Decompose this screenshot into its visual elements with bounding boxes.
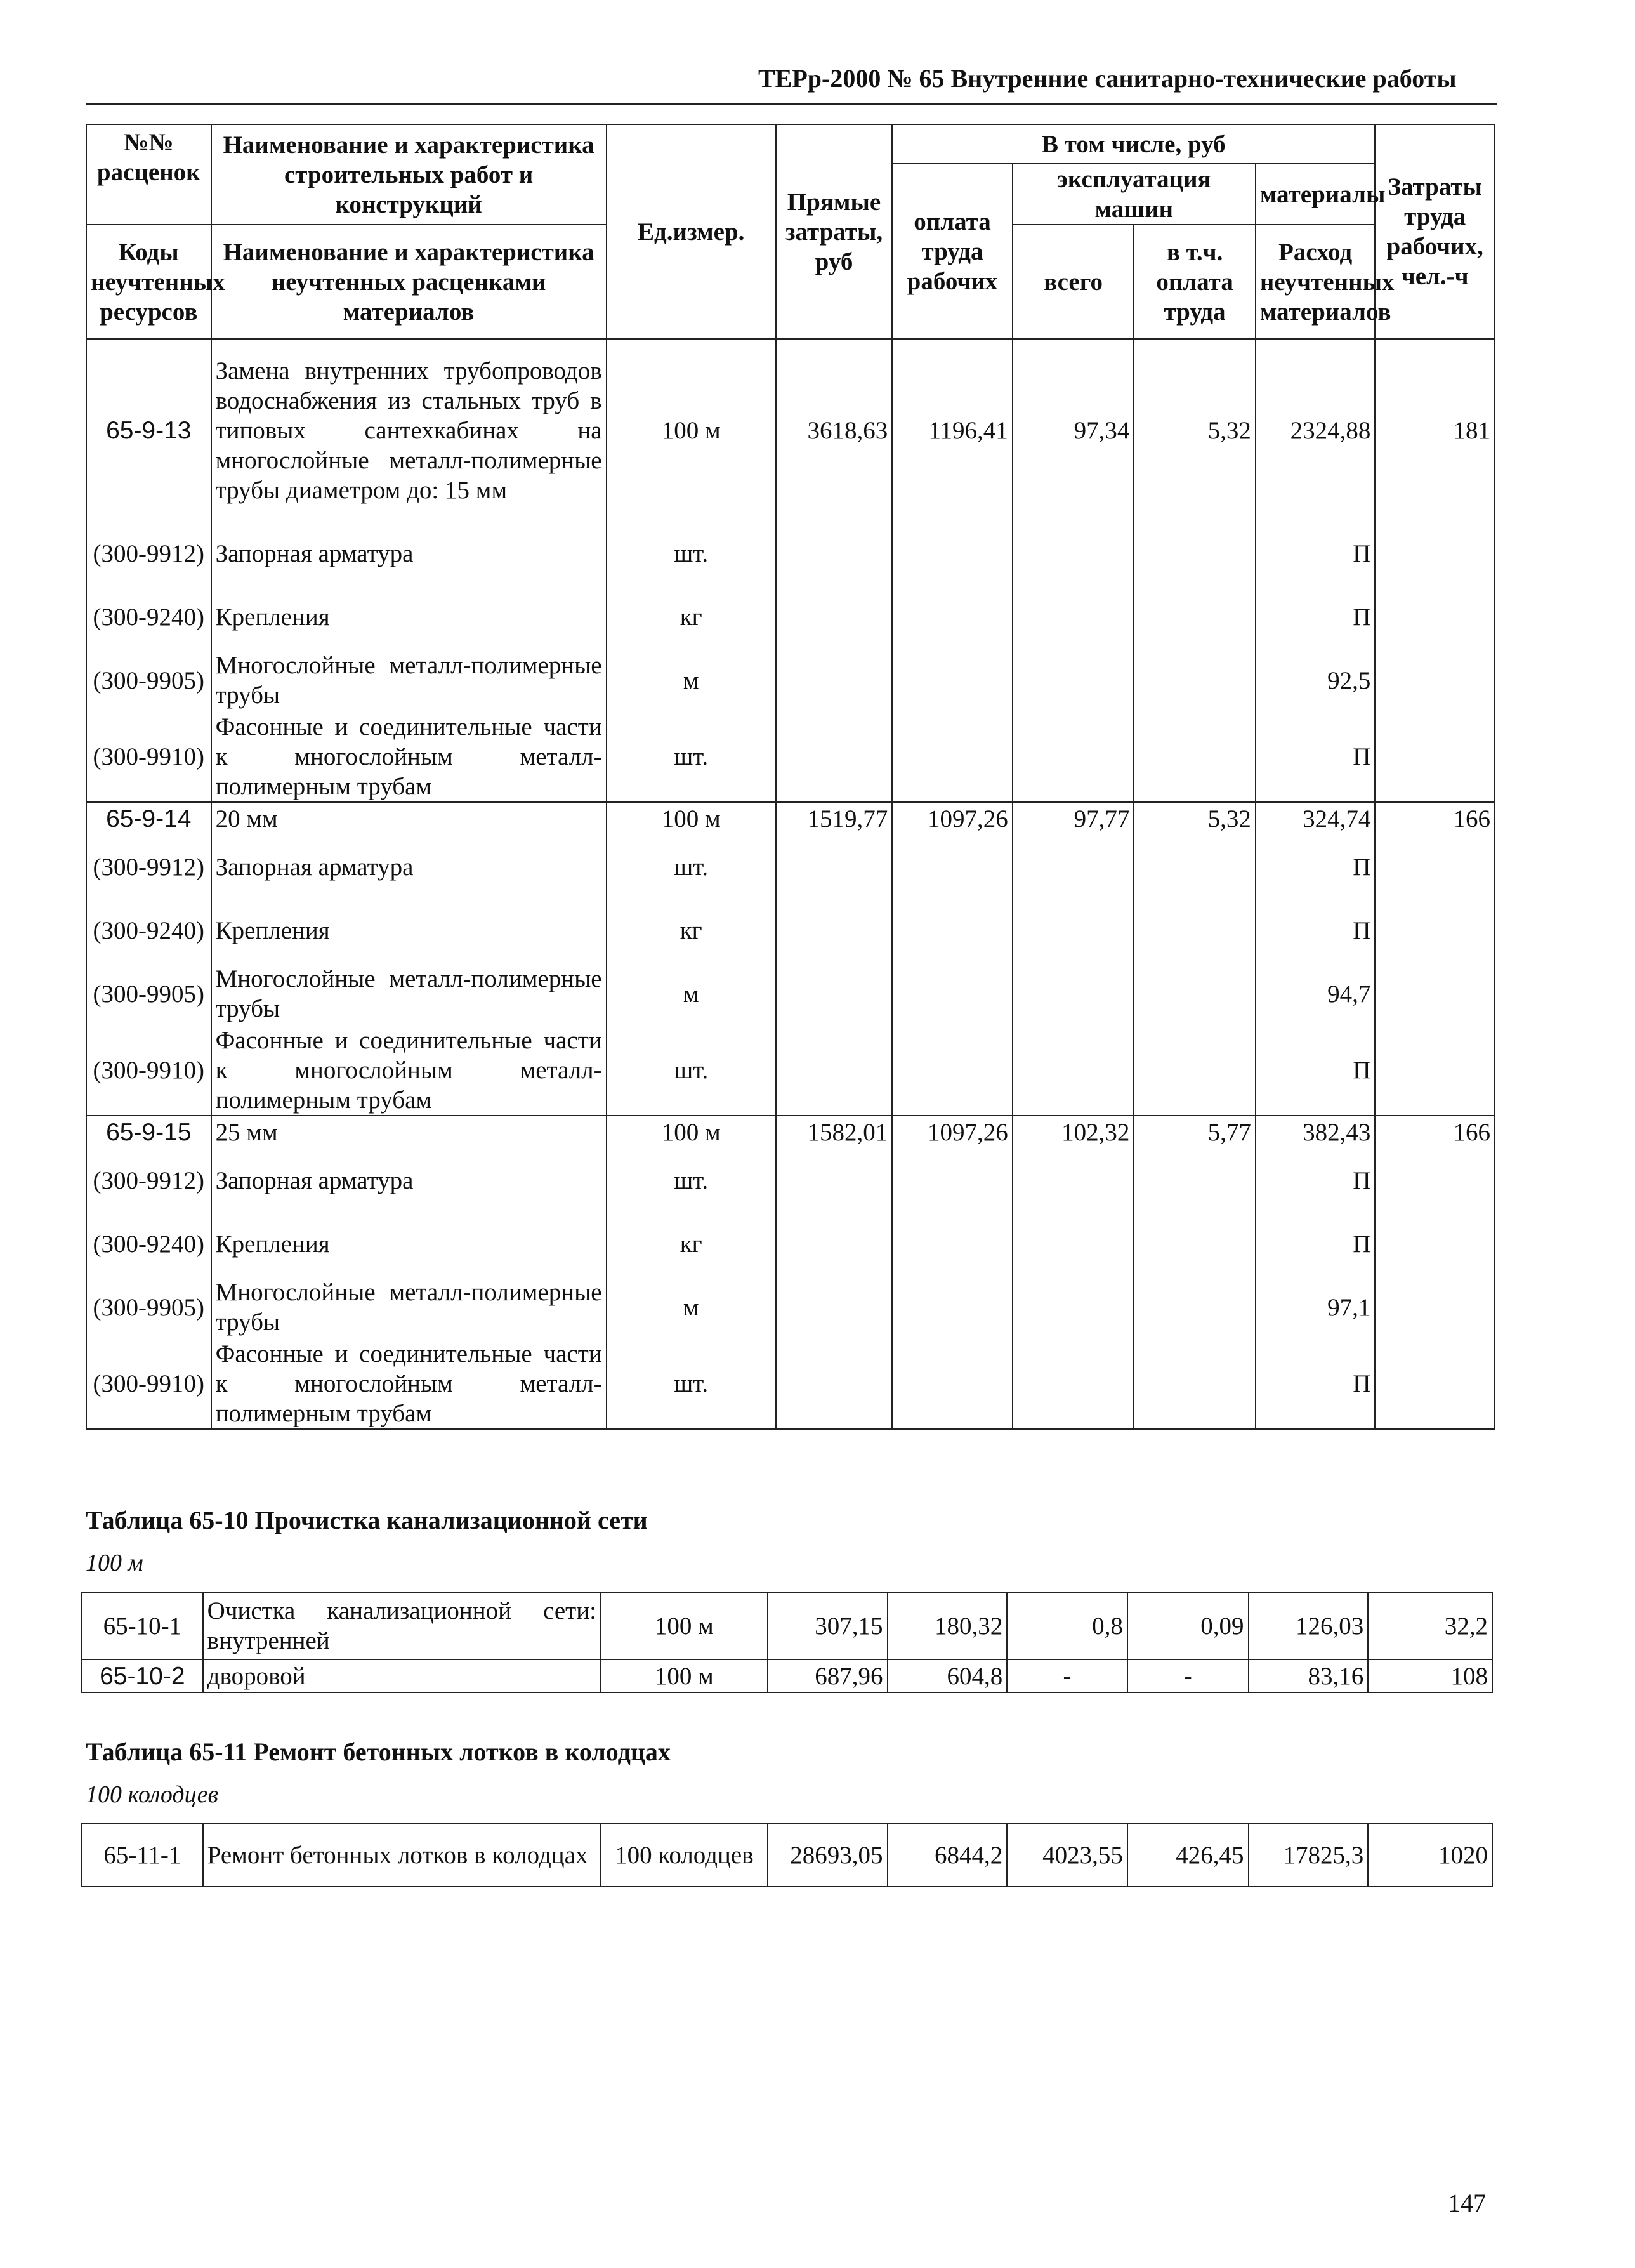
empty-cell xyxy=(1375,1276,1495,1339)
rate-code: 65-10-1 xyxy=(82,1592,203,1659)
resource-unit: шт. xyxy=(607,712,776,802)
empty-cell xyxy=(892,712,1013,802)
resource-row xyxy=(86,585,1495,649)
resource-name: Многослойные металл-полимерные трубы xyxy=(211,962,607,1025)
empty-cell xyxy=(776,1212,892,1276)
rate-mach: 102,32 xyxy=(1013,1116,1134,1149)
empty-cell xyxy=(892,835,1013,899)
rate-labor: 6844,2 xyxy=(888,1823,1008,1887)
empty-cell xyxy=(1134,835,1256,899)
resource-unit: шт. xyxy=(607,835,776,899)
rate-row xyxy=(86,339,1495,522)
empty-cell xyxy=(1375,962,1495,1025)
empty-cell xyxy=(892,649,1013,712)
resource-row xyxy=(86,1276,1495,1339)
empty-cell xyxy=(1134,1339,1256,1429)
rate-mat: 2324,88 xyxy=(1256,339,1376,522)
page-number: 147 xyxy=(1448,2189,1486,2217)
resource-row xyxy=(86,1025,1495,1116)
resource-code: (300-9240) xyxy=(86,585,211,649)
resource-name: Запорная арматура xyxy=(211,1149,607,1212)
empty-cell xyxy=(892,1339,1013,1429)
resource-qty: П xyxy=(1256,1025,1376,1116)
header-machine-group: эксплуатация машин xyxy=(1013,164,1256,225)
header-direct-costs: Прямые затраты, руб xyxy=(776,124,892,339)
resource-code: (300-9905) xyxy=(86,649,211,712)
rate-code: 65-10-2 xyxy=(82,1659,203,1692)
resource-qty: П xyxy=(1256,899,1376,962)
header-labor-pay: оплата труда рабочих xyxy=(892,164,1013,339)
header-materials-top: материалы xyxy=(1256,164,1376,225)
empty-cell xyxy=(1134,712,1256,802)
header-incl-group: В том числе, руб xyxy=(892,124,1375,164)
empty-cell xyxy=(776,899,892,962)
rate-code: 65-11-1 xyxy=(82,1823,203,1887)
rate-name: Ремонт бетонных лотков в колодцах xyxy=(203,1823,601,1887)
rate-mach-labor: 5,32 xyxy=(1134,802,1256,835)
resource-row xyxy=(86,649,1495,712)
rate-mat: 17825,3 xyxy=(1249,1823,1369,1887)
resource-unit: шт. xyxy=(607,1149,776,1212)
header-materials-bottom: Расход неучтенных материалов xyxy=(1256,225,1376,339)
resource-qty: 97,1 xyxy=(1256,1276,1376,1339)
running-header: ТЕРр-2000 № 65 Внутренние санитарно-технические работы xyxy=(758,64,1457,93)
rate-labor: 1097,26 xyxy=(892,802,1013,835)
rate-labor: 180,32 xyxy=(888,1592,1008,1659)
header-code-bottom: Коды неучтенных ресурсов xyxy=(86,225,211,339)
rate-labor: 604,8 xyxy=(888,1659,1008,1692)
rate-hours: 32,2 xyxy=(1368,1592,1492,1659)
empty-cell xyxy=(1134,522,1256,585)
rate-unit: 100 колодцев xyxy=(601,1823,768,1887)
empty-cell xyxy=(1013,1025,1134,1116)
resource-name: Фасонные и соединительные части к многослойным металл-полимерным трубам xyxy=(211,1025,607,1116)
rate-code: 65-9-13 xyxy=(86,339,211,522)
empty-cell xyxy=(892,899,1013,962)
header-unit: Ед.измер. xyxy=(607,124,776,339)
rate-hours: 166 xyxy=(1375,1116,1495,1149)
empty-cell xyxy=(776,585,892,649)
resource-row xyxy=(86,1149,1495,1212)
empty-cell xyxy=(776,962,892,1025)
resource-code: (300-9912) xyxy=(86,1149,211,1212)
resource-row xyxy=(86,835,1495,899)
empty-cell xyxy=(776,1149,892,1212)
resource-row xyxy=(86,1212,1495,1276)
rate-name: Очистка канализационной сети: внутренней xyxy=(203,1592,601,1659)
table-65-11-unit-note: 100 колодцев xyxy=(86,1781,218,1808)
empty-cell xyxy=(776,835,892,899)
resource-qty: П xyxy=(1256,712,1376,802)
rate-unit: 100 м xyxy=(607,802,776,835)
rate-code: 65-9-14 xyxy=(86,802,211,835)
table-65-11-title: Таблица 65-11 Ремонт бетонных лотков в колодцах xyxy=(86,1737,671,1766)
empty-cell xyxy=(892,1149,1013,1212)
header-name-bottom: Наименование и характеристика неучтенных расценками материалов xyxy=(211,225,607,339)
empty-cell xyxy=(1134,1149,1256,1212)
empty-cell xyxy=(1013,1212,1134,1276)
empty-cell xyxy=(776,649,892,712)
empty-cell xyxy=(776,1339,892,1429)
resource-unit: шт. xyxy=(607,1339,776,1429)
empty-cell xyxy=(1013,712,1134,802)
empty-cell xyxy=(1375,585,1495,649)
rate-mach: 97,77 xyxy=(1013,802,1134,835)
empty-cell xyxy=(1375,899,1495,962)
header-machine-total: всего xyxy=(1013,225,1134,339)
resource-name: Запорная арматура xyxy=(211,835,607,899)
resource-code: (300-9910) xyxy=(86,1339,211,1429)
resource-code: (300-9240) xyxy=(86,899,211,962)
table-65-11 xyxy=(81,1823,1493,1887)
resource-code: (300-9910) xyxy=(86,1025,211,1116)
rate-direct: 28693,05 xyxy=(768,1823,888,1887)
resource-unit: шт. xyxy=(607,522,776,585)
rate-direct: 3618,63 xyxy=(776,339,892,522)
resource-name: Запорная арматура xyxy=(211,522,607,585)
rate-mach: 97,34 xyxy=(1013,339,1134,522)
table-row xyxy=(82,1659,1492,1692)
empty-cell xyxy=(1375,522,1495,585)
empty-cell xyxy=(1375,1339,1495,1429)
empty-cell xyxy=(1134,1025,1256,1116)
resource-qty: П xyxy=(1256,585,1376,649)
rate-unit: 100 м xyxy=(607,339,776,522)
rate-name: дворовой xyxy=(203,1659,601,1692)
resource-qty: П xyxy=(1256,1212,1376,1276)
resource-code: (300-9912) xyxy=(86,835,211,899)
empty-cell xyxy=(1134,1212,1256,1276)
rate-mat: 83,16 xyxy=(1249,1659,1369,1692)
resource-name: Крепления xyxy=(211,899,607,962)
resource-qty: 92,5 xyxy=(1256,649,1376,712)
rate-mat: 382,43 xyxy=(1256,1116,1376,1149)
resource-code: (300-9905) xyxy=(86,962,211,1025)
resource-name: Фасонные и соединительные части к многослойным металл-полимерным трубам xyxy=(211,1339,607,1429)
empty-cell xyxy=(776,522,892,585)
empty-cell xyxy=(1375,712,1495,802)
resource-qty: П xyxy=(1256,1149,1376,1212)
rate-hours: 181 xyxy=(1375,339,1495,522)
empty-cell xyxy=(1013,1339,1134,1429)
header-code-top: №№ расценок xyxy=(86,124,211,225)
resource-row xyxy=(86,1339,1495,1429)
resource-unit: кг xyxy=(607,585,776,649)
rate-mach-labor: - xyxy=(1127,1659,1249,1692)
resource-qty: П xyxy=(1256,522,1376,585)
rate-name: 25 мм xyxy=(211,1116,607,1149)
empty-cell xyxy=(1013,649,1134,712)
rate-mach-labor: 0,09 xyxy=(1127,1592,1249,1659)
rate-mach-labor: 426,45 xyxy=(1127,1823,1249,1887)
empty-cell xyxy=(892,522,1013,585)
resource-qty: П xyxy=(1256,835,1376,899)
empty-cell xyxy=(1013,585,1134,649)
resource-name: Фасонные и соединительные части к многослойным металл-полимерным трубам xyxy=(211,712,607,802)
empty-cell xyxy=(1375,835,1495,899)
empty-cell xyxy=(1013,899,1134,962)
rate-labor: 1097,26 xyxy=(892,1116,1013,1149)
resource-name: Крепления xyxy=(211,1212,607,1276)
rate-name: 20 мм xyxy=(211,802,607,835)
rate-mach: - xyxy=(1007,1659,1127,1692)
empty-cell xyxy=(776,1276,892,1339)
rate-unit: 100 м xyxy=(601,1592,768,1659)
table-row xyxy=(82,1592,1492,1659)
resource-name: Многослойные металл-полимерные трубы xyxy=(211,649,607,712)
header-machine-labor: в т.ч. оплата труда xyxy=(1134,225,1256,339)
resource-code: (300-9240) xyxy=(86,1212,211,1276)
resource-unit: кг xyxy=(607,1212,776,1276)
resource-row xyxy=(86,962,1495,1025)
empty-cell xyxy=(1134,962,1256,1025)
rate-name: Замена внутренних трубопроводов водоснабжения из стальных труб в типовых сантехкабинах на многослойные металл-полимерные трубы диаметром до: 15 мм xyxy=(211,339,607,522)
resource-name: Многослойные металл-полимерные трубы xyxy=(211,1276,607,1339)
resource-unit: м xyxy=(607,649,776,712)
empty-cell xyxy=(1134,1276,1256,1339)
resource-code: (300-9912) xyxy=(86,522,211,585)
resource-row xyxy=(86,712,1495,802)
empty-cell xyxy=(1134,899,1256,962)
rate-row xyxy=(86,802,1495,835)
empty-cell xyxy=(1375,1025,1495,1116)
rate-code: 65-9-15 xyxy=(86,1116,211,1149)
header-labor-hours: Затраты труда рабочих, чел.-ч xyxy=(1375,124,1495,339)
empty-cell xyxy=(776,1025,892,1116)
rate-mach: 4023,55 xyxy=(1007,1823,1127,1887)
empty-cell xyxy=(1013,1276,1134,1339)
empty-cell xyxy=(776,712,892,802)
empty-cell xyxy=(892,585,1013,649)
rate-hours: 1020 xyxy=(1368,1823,1492,1887)
rate-direct: 307,15 xyxy=(768,1592,888,1659)
resource-qty: 94,7 xyxy=(1256,962,1376,1025)
resource-unit: м xyxy=(607,962,776,1025)
rates-table-65-9 xyxy=(86,124,1495,1430)
table-65-10 xyxy=(81,1592,1493,1693)
resource-unit: шт. xyxy=(607,1025,776,1116)
empty-cell xyxy=(1013,962,1134,1025)
rate-mat: 126,03 xyxy=(1249,1592,1369,1659)
empty-cell xyxy=(892,1212,1013,1276)
empty-cell xyxy=(1375,649,1495,712)
resource-code: (300-9905) xyxy=(86,1276,211,1339)
empty-cell xyxy=(1375,1212,1495,1276)
rate-mach-labor: 5,77 xyxy=(1134,1116,1256,1149)
rate-direct: 1519,77 xyxy=(776,802,892,835)
rate-direct: 1582,01 xyxy=(776,1116,892,1149)
rate-hours: 166 xyxy=(1375,802,1495,835)
header-name-top: Наименование и характеристика строительных работ и конструкций xyxy=(211,124,607,225)
rate-mat: 324,74 xyxy=(1256,802,1376,835)
table-65-10-title: Таблица 65-10 Прочистка канализационной сети xyxy=(86,1506,648,1534)
empty-cell xyxy=(1375,1149,1495,1212)
table-row xyxy=(82,1823,1492,1887)
resource-row xyxy=(86,899,1495,962)
rate-unit: 100 м xyxy=(601,1659,768,1692)
rate-unit: 100 м xyxy=(607,1116,776,1149)
rate-direct: 687,96 xyxy=(768,1659,888,1692)
resource-qty: П xyxy=(1256,1339,1376,1429)
rate-mach-labor: 5,32 xyxy=(1134,339,1256,522)
resource-unit: кг xyxy=(607,899,776,962)
empty-cell xyxy=(1013,522,1134,585)
resource-code: (300-9910) xyxy=(86,712,211,802)
empty-cell xyxy=(892,1276,1013,1339)
empty-cell xyxy=(1013,835,1134,899)
rate-row xyxy=(86,1116,1495,1149)
header-rule xyxy=(86,103,1497,105)
rate-labor: 1196,41 xyxy=(892,339,1013,522)
table-65-10-unit-note: 100 м xyxy=(86,1550,143,1576)
empty-cell xyxy=(892,962,1013,1025)
resource-unit: м xyxy=(607,1276,776,1339)
empty-cell xyxy=(892,1025,1013,1116)
empty-cell xyxy=(1134,649,1256,712)
empty-cell xyxy=(1134,585,1256,649)
resource-name: Крепления xyxy=(211,585,607,649)
resource-row xyxy=(86,522,1495,585)
rate-mach: 0,8 xyxy=(1007,1592,1127,1659)
empty-cell xyxy=(1013,1149,1134,1212)
rate-hours: 108 xyxy=(1368,1659,1492,1692)
